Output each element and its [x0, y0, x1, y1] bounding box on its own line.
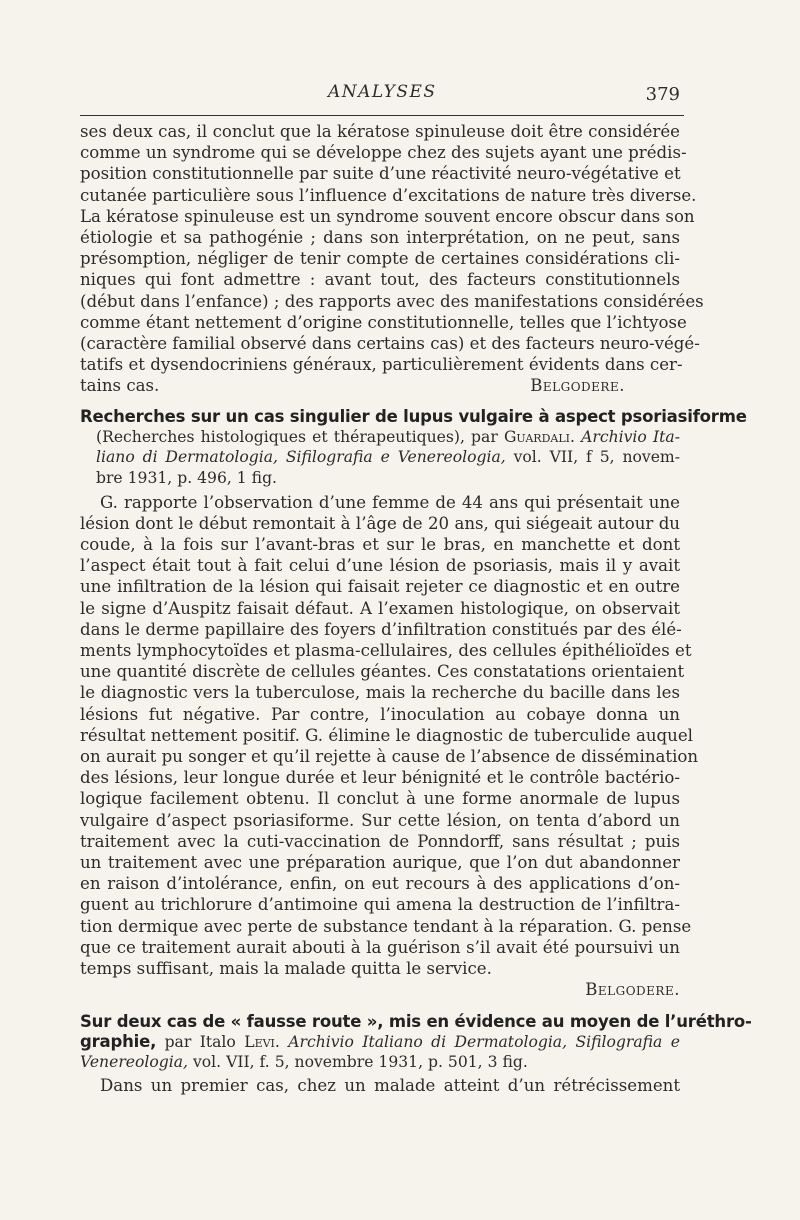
page-body	[80, 121, 752, 1096]
review-lupus-vulgaire	[80, 406, 747, 1001]
review-fausse-route	[80, 1011, 752, 1097]
body-line: tatifs et dysendocriniens généraux, particulièrement évidents dans cer-	[80, 355, 683, 375]
reference-author: Levi.	[244, 1032, 280, 1051]
reference-line: Venereologia, vol. VII, f. 5, novembre 1931, p. 501, 3 fig.	[80, 1053, 528, 1072]
body-line: en raison d’intolérance, enfin, on eut recours à des applications d’on-	[80, 874, 680, 894]
body-line: lésions fut négative. Par contre, l’inoculation au cobaye donna un	[80, 704, 680, 724]
body-line: on aurait pu songer et qu’il rejette à cause de l’absence de dissémination	[80, 747, 699, 767]
body-line: (début dans l’enfance) ; des rapports avec des manifestations considérées	[80, 291, 704, 311]
reference-journal: liano di Dermatologia, Sifilografia e Venereologia,	[96, 448, 506, 467]
body-line: (caractère familial observé dans certains cas) et des facteurs neuro-végé-	[80, 334, 700, 354]
reference-journal: Archivio Ita-	[581, 427, 680, 446]
body-line: temps suffisant, mais la malade quitta le service.	[80, 959, 492, 979]
page-header	[80, 82, 680, 108]
body-line: présomption, négliger de tenir compte de certaines considérations cli-	[80, 249, 680, 269]
reference-author: Guardali.	[503, 427, 575, 446]
body-line: traitement avec la cuti-vaccination de Ponndorff, sans résultat ; puis	[80, 831, 680, 851]
body-line: des lésions, leur longue durée et leur bénignité et le contrôle bactério-	[80, 768, 680, 788]
reference-line: bre 1931, p. 496, 1 fig.	[96, 469, 278, 488]
body-line: le signe d’Auspitz faisait défaut. A l’examen histologique, on observait	[80, 598, 680, 618]
body-line: comme un syndrome qui se développe chez des sujets ayant une prédis-	[80, 143, 687, 163]
author-signature: Belgodere.	[530, 376, 625, 396]
body-line: dans le derme papillaire des foyers d’infiltration constitués par des élé-	[80, 619, 682, 639]
body-line: comme étant nettement d’origine constitutionnelle, telles que l’ichtyose	[80, 312, 687, 332]
body-line: Dans un premier cas, chez un malade atteint d’un rétrécissement	[100, 1075, 680, 1095]
body-line: le diagnostic vers la tuberculose, mais la recherche du bacille dans les	[80, 683, 680, 703]
body-line: lésion dont le début remontait à l’âge de 20 ans, qui siégeait autour du	[80, 513, 680, 533]
body-line: guent au trichlorure d’antimoine qui amena la destruction de l’infiltra-	[80, 895, 680, 915]
reference-line: (Recherches histologiques et thérapeutiques), par Guardali. Archivio Ita-	[96, 427, 680, 446]
body-line: ses deux cas, il conclut que la kératose spinuleuse doit être considérée	[80, 122, 680, 141]
body-line: ments lymphocytoïdes et plasma-cellulaires, des cellules épithélioïdes et	[80, 641, 692, 661]
body-line: étiologie et sa pathogénie ; dans son interprétation, on ne peut, sans	[80, 228, 680, 248]
bibliographic-reference	[80, 427, 680, 489]
body-line: coude, à la fois sur l’avant-bras et sur le bras, en manchette et dont	[80, 535, 680, 555]
body-line: cutanée particulière sous l’influence d’excitations de nature très diverse.	[80, 185, 697, 205]
body-line: une quantité discrète de cellules géantes. Ces constatations orientaient	[80, 662, 685, 682]
page-number: 379	[645, 84, 680, 105]
body-line: niques qui font admettre : avant tout, des facteurs constitutionnels	[80, 270, 680, 290]
running-title: ANALYSES	[328, 82, 437, 102]
article-title: Sur deux cas de « fausse route », mis en évidence au moyen de l’uréthro-	[80, 1011, 752, 1031]
body-line: vulgaire d’aspect psoriasiforme. Sur cette lésion, on tenta d’abord un	[80, 810, 680, 830]
body-line: logique facilement obtenu. Il conclut à une forme anormale de lupus	[80, 789, 680, 809]
body-line: tains cas.	[80, 376, 160, 396]
reference-journal: Venereologia,	[80, 1053, 188, 1072]
author-signature: Belgodere.	[585, 980, 680, 1000]
body-line: l’aspect était tout à fait celui d’une lésion de psoriasis, mais il y avait	[80, 556, 680, 576]
reference-line: graphie, par Italo Levi. Archivio Italiano di Dermatologia, Sifilografia e	[80, 1031, 680, 1051]
body-line: un traitement avec une préparation aurique, que l’on dut abandonner	[80, 853, 680, 873]
header-rule	[80, 115, 684, 116]
reference-journal: Archivio Italiano di Dermatologia, Sifilografia e	[288, 1032, 680, 1051]
body-line: La kératose spinuleuse est un syndrome souvent encore obscur dans son	[80, 206, 695, 226]
signature-row	[80, 979, 680, 1000]
body-line: position constitutionnelle par suite d’une réactivité neuro-végétative et	[80, 164, 681, 184]
body-line: tion dermique avec perte de substance tendant à la réparation. G. pense	[80, 916, 692, 936]
body-line: résultat nettement positif. G. élimine le diagnostic de tuberculide auquel	[80, 725, 693, 745]
reference-line: liano di Dermatologia, Sifilografia e Venereologia, vol. VII, f 5, novem-	[96, 448, 680, 467]
body-line: G. rapporte l’observation d’une femme de 44 ans qui présentait une	[100, 492, 680, 512]
body-line: une infiltration de la lésion qui faisait rejeter ce diagnostic et en outre	[80, 577, 680, 597]
article-title-continued: graphie,	[80, 1031, 157, 1051]
article-title: Recherches sur un cas singulier de lupus vulgaire à aspect psoriasiforme	[80, 406, 747, 426]
continued-review	[80, 121, 704, 397]
closing-line	[80, 375, 680, 396]
body-line: que ce traitement aurait abouti à la guérison s’il avait été poursuivi un	[80, 937, 680, 957]
bibliographic-reference	[80, 1032, 680, 1073]
